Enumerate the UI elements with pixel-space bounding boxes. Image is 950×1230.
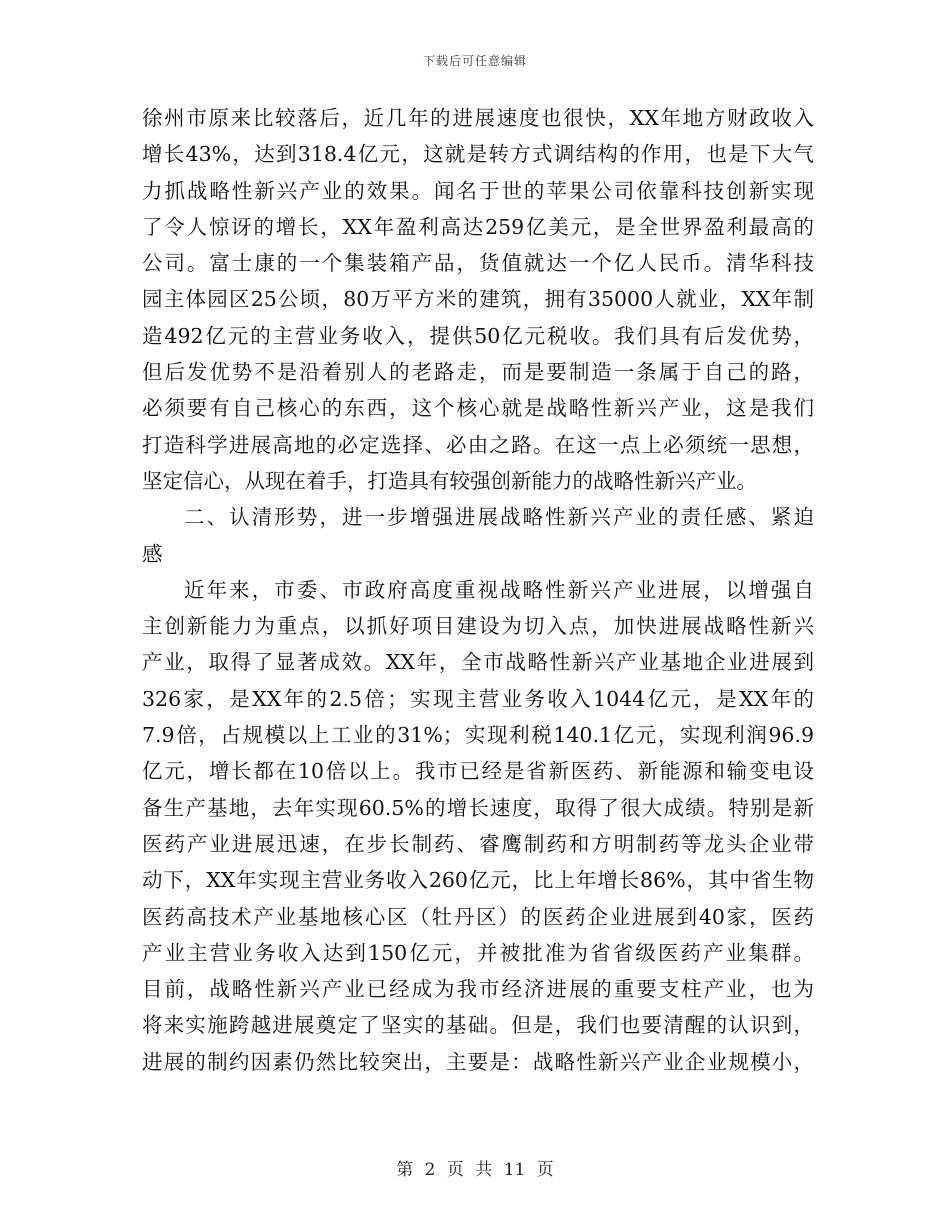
text-line-content: 医药产业进展迅速，在步长制药、睿鹰制药和方明制药等龙头企业带: [142, 831, 814, 856]
text-line-content: 增长43%，达到318.4亿元，这就是转方式调结构的作用，也是下大气: [142, 142, 814, 167]
text-line-content: 主创新能力为重点，以抓好项目建设为切入点，加快进展战略性新兴: [142, 614, 814, 639]
text-line: [142, 862, 814, 898]
text-line: [142, 536, 814, 572]
text-line: [142, 463, 814, 499]
text-line: [142, 644, 814, 680]
text-line: [142, 281, 814, 317]
text-line: [142, 971, 814, 1007]
text-line-content: 公司。富士康的一个集装箱产品，货值就达一个亿人民币。清华科技: [142, 251, 814, 276]
text-line: [142, 1007, 814, 1043]
text-line-content: 必须要有自己核心的东西，这个核心就是战略性新兴产业，这是我们: [142, 396, 814, 421]
text-line-content: 目前，战略性新兴产业已经成为我市经济进展的重要支柱产业，也为: [142, 977, 814, 1002]
text-line: [142, 608, 814, 644]
text-line: [142, 209, 814, 245]
text-line-content: 近年来，市委、市政府高度重视战略性新兴产业进展，以增强自: [184, 577, 814, 602]
text-line-content: 打造科学进展高地的必定选择、必由之路。在这一点上必须统一思想，: [142, 432, 814, 457]
text-line-content: 力抓战略性新兴产业的效果。闻名于世的苹果公司依靠科技创新实现: [142, 178, 814, 203]
text-line: [142, 572, 814, 608]
text-line-content: 了令人惊讶的增长，XX年盈利高达259亿美元，是全世界盈利最高的: [142, 214, 814, 239]
text-line: [142, 173, 814, 209]
text-line-content: 备生产基地，去年实现60.5%的增长速度，取得了很大成绩。特别是新: [142, 795, 814, 820]
text-line-content: 亿元，增长都在10倍以上。我市已经是省新医药、新能源和输变电设: [142, 759, 814, 784]
text-line-content: 产业，取得了显著成效。XX年，全市战略性新兴产业基地企业进展到: [142, 650, 814, 675]
text-line-content: 7.9倍，占规模以上工业的31%；实现利税140.1亿元，实现利润96.9: [142, 723, 814, 748]
text-line: [142, 427, 814, 463]
text-line: [142, 136, 814, 172]
page-number: 第 2 页 共 11 页: [396, 1160, 554, 1180]
text-line: [142, 100, 814, 136]
text-line-content: 徐州市原来比较落后，近几年的进展速度也很快，XX年地方财政收入: [142, 106, 814, 130]
text-line: [142, 1044, 814, 1080]
text-line: [142, 354, 814, 390]
text-line-content: 进展的制约因素仍然比较突出，主要是：战略性新兴产业企业规模小，: [142, 1049, 814, 1074]
text-line: [142, 899, 814, 935]
text-line-content: 坚定信心，从现在着手，打造具有较强创新能力的战略性新兴产业。: [142, 468, 757, 493]
document-body: [142, 100, 814, 1080]
text-line-content: 二、认清形势，进一步增强进展战略性新兴产业的责任感、紧迫: [184, 505, 814, 530]
text-line: [142, 390, 814, 426]
text-line: [142, 717, 814, 753]
text-line: [142, 826, 814, 862]
text-line-content: 动下，XX年实现主营业务收入260亿元，比上年增长86%，其中省生物: [142, 868, 814, 893]
text-line: [142, 935, 814, 971]
page-header: 下载后可任意编辑: [422, 54, 527, 68]
text-line: [142, 790, 814, 826]
text-line-content: 但后发优势不是沿着别人的老路走，而是要制造一条属于自己的路，: [142, 360, 814, 385]
text-line-content: 将来实施跨越进展奠定了坚实的基础。但是，我们也要清醒的认识到，: [142, 1013, 814, 1038]
text-line: [142, 753, 814, 789]
text-line: [142, 681, 814, 717]
text-line-content: 医药高技术产业基地核心区（牡丹区）的医药企业进展到40家，医药: [142, 904, 814, 929]
text-line: [142, 245, 814, 281]
text-line-content: 326家，是XX年的2.5倍；实现主营业务收入1044亿元，是XX年的: [142, 686, 814, 711]
text-line-content: 园主体园区25公顷，80万平方米的建筑，拥有35000人就业，XX年制: [142, 287, 814, 312]
text-line: [142, 318, 814, 354]
text-line: [142, 499, 814, 535]
text-line-content: 感: [142, 541, 163, 566]
text-line-content: 造492亿元的主营业务收入，提供50亿元税收。我们具有后发优势，: [142, 323, 814, 348]
text-line-content: 产业主营业务收入达到150亿元，并被批准为省省级医药产业集群。: [142, 940, 814, 965]
